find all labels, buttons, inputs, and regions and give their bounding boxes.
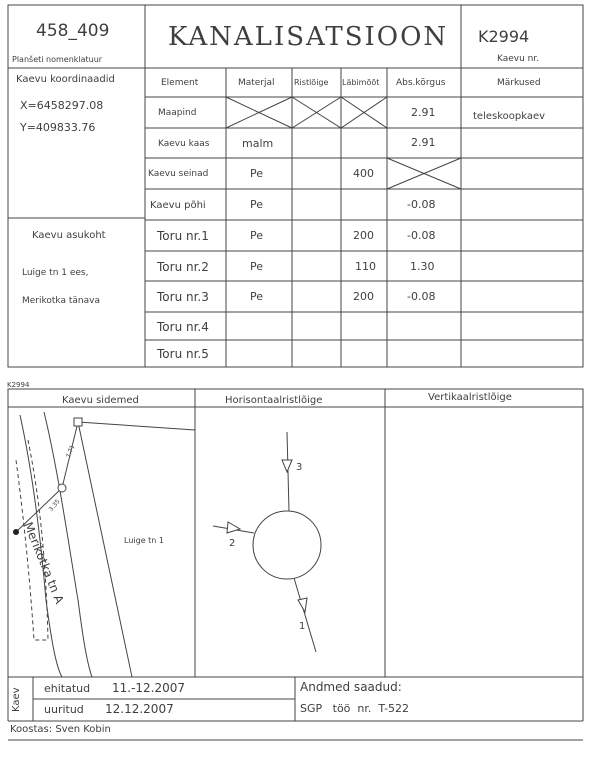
col-header-height: Abs.kõrgus [396, 78, 446, 88]
col-heading-horizontal: Horisontaalristlõige [225, 395, 323, 406]
table-row-element: Toru nr.3 [157, 290, 209, 304]
table-row-element: Toru nr.2 [157, 260, 209, 274]
table-row-material: Pe [250, 260, 264, 273]
reference-point-icon [58, 484, 66, 492]
pipe-2-arrow-icon [227, 522, 240, 533]
table-row-height: 2.91 [411, 106, 436, 119]
surveyed-value: 12.12.2007 [105, 702, 174, 716]
table-row-material: Pe [250, 290, 264, 303]
surveyed-label: uuritud [44, 703, 84, 716]
col-heading-vertical: Vertikaalristlõige [428, 392, 512, 403]
table-row-diameter: 400 [353, 167, 374, 180]
col-header-notes: Märkused [497, 78, 541, 88]
well-marker-icon [74, 418, 82, 426]
table-row-height: -0.08 [407, 198, 436, 211]
well-code: K2994 [478, 27, 530, 46]
table-row-height: -0.08 [407, 290, 436, 303]
pipe-label-3: 3 [296, 462, 303, 473]
col-header-diameter: Läbimõõt [342, 78, 380, 87]
table-row-element: Toru nr.1 [157, 229, 209, 243]
street-label: Merikotka tn A [21, 520, 67, 606]
location-line-2: Merikotka tänava [22, 296, 100, 306]
table-row-height: -0.08 [407, 229, 436, 242]
location-heading: Kaevu asukoht [32, 230, 106, 241]
well-label: Kaevu nr. [497, 54, 540, 64]
built-value: 11.-12.2007 [112, 681, 186, 695]
coordinates-heading: Kaevu koordinaadid [16, 74, 115, 85]
dim-label: 7.71 [65, 444, 77, 459]
table-row-element: Maapind [158, 108, 197, 118]
pipe-label-1: 1 [299, 621, 306, 632]
compiled-by: Koostas: Sven Kobin [10, 724, 111, 735]
well-cross-section-circle [253, 511, 321, 579]
pipe-label-2: 2 [229, 538, 236, 549]
table-row-height: 2.91 [411, 136, 436, 149]
table-row-material: Pe [250, 229, 264, 242]
coordinate-y: Y=409833.76 [20, 121, 96, 134]
data-source-value: SGP töö nr. T-522 [300, 702, 410, 715]
col-heading-ties: Kaevu sidemed [62, 395, 139, 406]
data-source-label: Andmed saadud: [300, 680, 402, 694]
table-row-material: Pe [250, 167, 264, 180]
table-row-element: Toru nr.4 [157, 320, 209, 334]
coordinate-x: X=6458297.08 [20, 99, 104, 112]
built-label: ehitatud [44, 682, 91, 695]
lower-frame [8, 389, 583, 677]
page-title: KANALISATSIOON [168, 22, 449, 52]
dim-label: 3.35 [47, 498, 62, 513]
pipe-3-arrow-icon [282, 460, 292, 472]
lower-tag: K2994 [7, 381, 30, 389]
sheet-label: Planšeti nomenklatuur [12, 55, 103, 64]
col-header-element: Element [161, 78, 199, 88]
footer-side-label: Kaev [11, 687, 22, 712]
table-row-notes: teleskoopkaev [473, 111, 546, 122]
location-line-1: Luige tn 1 ees, [22, 268, 89, 278]
survey-point-icon [13, 529, 19, 535]
table-row-diameter: 200 [353, 229, 374, 242]
table-row-diameter: 110 [355, 260, 376, 273]
pipe-1-arrow-icon [298, 598, 307, 612]
table-row-element: Kaevu põhi [150, 200, 206, 211]
table-row-diameter: 200 [353, 290, 374, 303]
table-row-material: Pe [250, 198, 264, 211]
table-row-element: Kaevu kaas [158, 139, 210, 149]
col-header-material: Materjal [238, 78, 275, 88]
table-row-element: Kaevu seinad [148, 169, 209, 179]
table-row-material: malm [242, 137, 274, 150]
col-header-section: Ristlõige [294, 78, 329, 87]
table-row-height: 1.30 [410, 260, 435, 273]
table-row-element: Toru nr.5 [157, 347, 209, 361]
sheet-code: 458_409 [36, 21, 110, 41]
plot-label: Luige tn 1 [124, 536, 164, 545]
